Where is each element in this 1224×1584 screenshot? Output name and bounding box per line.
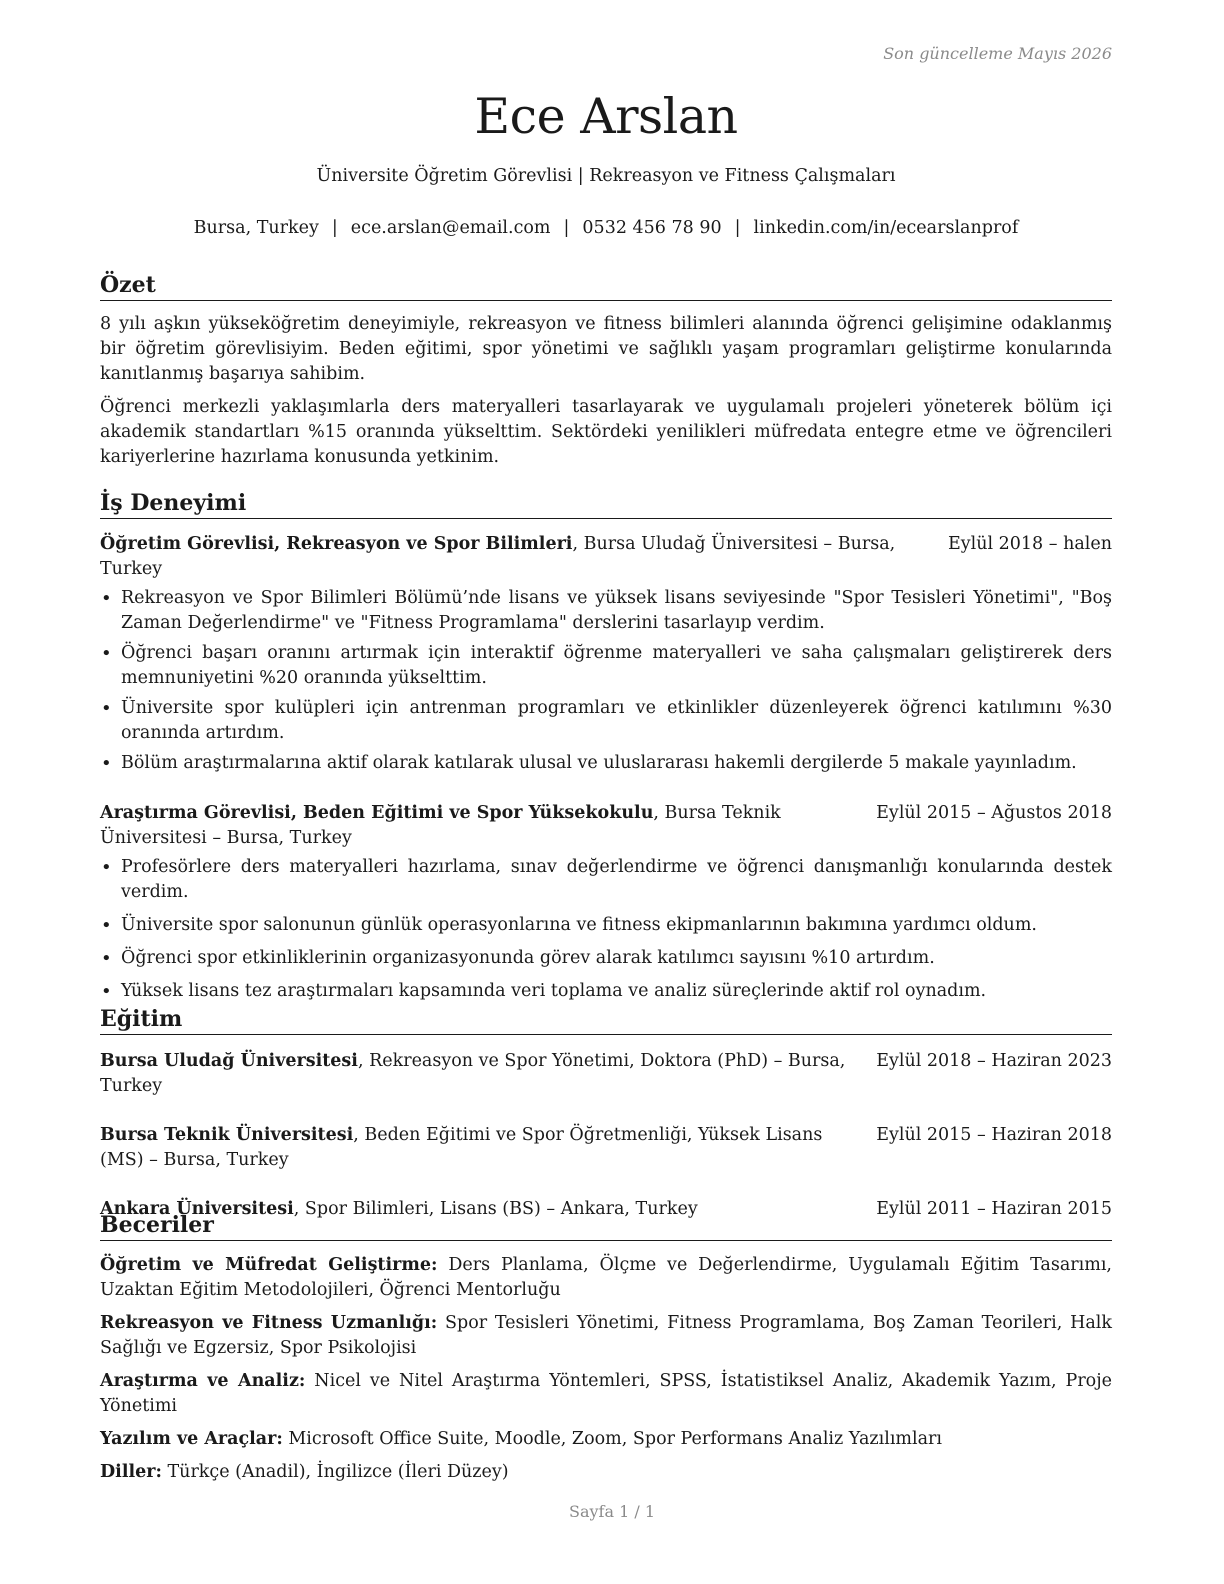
job-header bbox=[100, 801, 1112, 851]
headline: Üniversite Öğretim Görevlisi | Rekreasyon ve Fitness Çalışmaları bbox=[316, 166, 896, 186]
degree-detail: , Beden Eğitimi ve Spor Öğretmenliği, Yüksek Lisans (MS) – Bursa, Turkey bbox=[100, 1125, 823, 1170]
contact-separator: | bbox=[563, 218, 570, 238]
skill-value: Nicel ve Nitel Araştırma Yöntemleri, SPSS, İstatistiksel Analiz, Akademik Yazım, Proje Yönetimi bbox=[100, 1371, 1113, 1416]
last-updated: Son güncelleme Mayıs 2026 bbox=[883, 44, 1112, 63]
job-header bbox=[100, 532, 1112, 582]
job-org: , Bursa Uludağ Üniversitesi – Bursa, Turkey bbox=[100, 534, 896, 579]
job-title-line bbox=[100, 801, 876, 851]
list-item: • Rekreasyon ve Spor Bilimleri Bölümü’nde lisans ve yüksek lisans seviyesinde "Spor Tesisleri Yönetimi", "Boş Zaman Değerlendirme" ve "Fitness Programlama" derslerini tasarlayıp verdim. bbox=[121, 586, 1112, 636]
job-bullets bbox=[100, 586, 1112, 776]
section-title: Beceriler bbox=[100, 1211, 1112, 1241]
job-entry bbox=[100, 801, 1112, 1004]
contact-separator: | bbox=[331, 218, 338, 238]
experience-section bbox=[100, 489, 1112, 1012]
degree-detail: , Rekreasyon ve Spor Yönetimi, Doktora (PhD) – Bursa, Turkey bbox=[100, 1051, 846, 1096]
contact-linkedin[interactable]: linkedin.com/in/ecearslanprof bbox=[753, 218, 1019, 238]
skill-row bbox=[100, 1369, 1112, 1419]
summary-paragraph: Öğrenci merkezli yaklaşımlarla ders materyalleri tasarlayarak ve uygulamalı projeleri yöneterek bölüm içi akademik standartları %15 oranında yükselttim. Sektördeki yenilikleri müfredata entegre etme ve öğrencileri kariyerlerine hazırlama konusunda yetkinim. bbox=[100, 397, 1112, 467]
education-dates: Eylül 2018 – Haziran 2023 bbox=[876, 1051, 1112, 1071]
skill-value: Spor Tesisleri Yönetimi, Fitness Programlama, Boş Zaman Teorileri, Halk Sağlığı ve Egzersiz, Spor Psikolojisi bbox=[100, 1313, 1112, 1358]
job-title-line bbox=[100, 532, 948, 582]
skill-label: Öğretim ve Müfredat Geliştirme: bbox=[100, 1255, 438, 1275]
skill-label: Diller: bbox=[100, 1462, 162, 1482]
school-name: Ankara Üniversitesi bbox=[100, 1199, 294, 1219]
summary-section bbox=[100, 271, 1112, 470]
education-dates: Eylül 2015 – Haziran 2018 bbox=[876, 1125, 1112, 1145]
skill-value: Microsoft Office Suite, Moodle, Zoom, Spor Performans Analiz Yazılımları bbox=[282, 1429, 943, 1449]
section-title: İş Deneyimi bbox=[100, 489, 1112, 519]
skill-row bbox=[100, 1460, 1112, 1485]
job-entry bbox=[100, 532, 1112, 776]
contact-location: Bursa, Turkey bbox=[193, 218, 319, 238]
skill-label: Rekreasyon ve Fitness Uzmanlığı: bbox=[100, 1313, 438, 1333]
list-item: • Öğrenci başarı oranını artırmak için interaktif öğrenme materyalleri ve saha çalışmaları geliştirerek ders memnuniyetini %20 oranında yükselttim. bbox=[121, 641, 1112, 691]
section-title: Eğitim bbox=[100, 1005, 1112, 1035]
contact-separator: | bbox=[734, 218, 741, 238]
skill-row bbox=[100, 1311, 1112, 1361]
list-item: • Yüksek lisans tez araştırmaları kapsamında veri toplama ve analiz süreçlerinde aktif rol oynadım. bbox=[121, 979, 1112, 1004]
page-number: Sayfa 1 / 1 bbox=[568, 1502, 655, 1521]
job-bullets bbox=[100, 855, 1112, 1004]
list-item: • Üniversite spor salonunun günlük operasyonlarına ve fitness ekipmanlarının bakımına yardımcı oldum. bbox=[121, 913, 1112, 938]
skill-value: Ders Planlama, Ölçme ve Değerlendirme, Uygulamalı Eğitim Tasarımı, Uzaktan Eğitim Metodolojileri, Öğrenci Mentorluğu bbox=[100, 1255, 1112, 1300]
skill-value: Türkçe (Anadil), İngilizce (İleri Düzey) bbox=[161, 1462, 509, 1482]
job-role: Öğretim Görevlisi, Rekreasyon ve Spor Bilimleri bbox=[100, 534, 573, 554]
education-entry bbox=[100, 1049, 1112, 1099]
education-section bbox=[100, 1005, 1112, 1222]
section-title: Özet bbox=[100, 271, 1112, 301]
education-entry bbox=[100, 1123, 1112, 1173]
skill-row bbox=[100, 1427, 1112, 1452]
skill-label: Araştırma ve Analiz: bbox=[100, 1371, 306, 1391]
job-role: Araştırma Görevlisi, Beden Eğitimi ve Spor Yüksekokulu bbox=[100, 803, 654, 823]
school-name: Bursa Teknik Üniversitesi bbox=[100, 1125, 354, 1145]
skills-section bbox=[100, 1211, 1112, 1485]
skill-row bbox=[100, 1253, 1112, 1303]
contact-email[interactable]: ece.arslan@email.com bbox=[350, 218, 551, 238]
education-dates: Eylül 2011 – Haziran 2015 bbox=[876, 1199, 1112, 1219]
list-item: • Öğrenci spor etkinliklerinin organizasyonunda görev alarak katılımcı sayısını %10 artırdım. bbox=[121, 946, 1112, 971]
summary-paragraph: 8 yılı aşkın yükseköğretim deneyimiyle, rekreasyon ve fitness bilimleri alanında öğrenci gelişimine odaklanmış bir öğretim görevlisiyim. Beden eğitimi, spor yönetimi ve sağlıklı yaşam programları geliştirme konularında kanıtlanmış başarıya sahibim. bbox=[100, 314, 1112, 384]
job-dates: Eylül 2015 – Ağustos 2018 bbox=[876, 803, 1112, 823]
school-name: Bursa Uludağ Üniversitesi bbox=[100, 1051, 358, 1071]
contact-line bbox=[100, 218, 1112, 238]
list-item: • Bölüm araştırmalarına aktif olarak katılarak ulusal ve uluslararası hakemli dergilerde 5 makale yayınladım. bbox=[121, 751, 1112, 776]
job-org: , Bursa Teknik Üniversitesi – Bursa, Turkey bbox=[100, 803, 781, 848]
person-name: Ece Arslan bbox=[474, 88, 738, 145]
skill-label: Yazılım ve Araçlar: bbox=[100, 1429, 283, 1449]
list-item: • Üniversite spor kulüpleri için antrenman programları ve etkinlikler düzenleyerek öğrenci katılımını %30 oranında artırdım. bbox=[121, 696, 1112, 746]
contact-phone: 0532 456 78 90 bbox=[582, 218, 722, 238]
degree-detail: , Spor Bilimleri, Lisans (BS) – Ankara, Turkey bbox=[293, 1199, 698, 1219]
list-item: • Profesörlere ders materyalleri hazırlama, sınav değerlendirme ve öğrenci danışmanlığı konularında destek verdim. bbox=[121, 855, 1112, 905]
job-dates: Eylül 2018 – halen bbox=[947, 534, 1112, 554]
